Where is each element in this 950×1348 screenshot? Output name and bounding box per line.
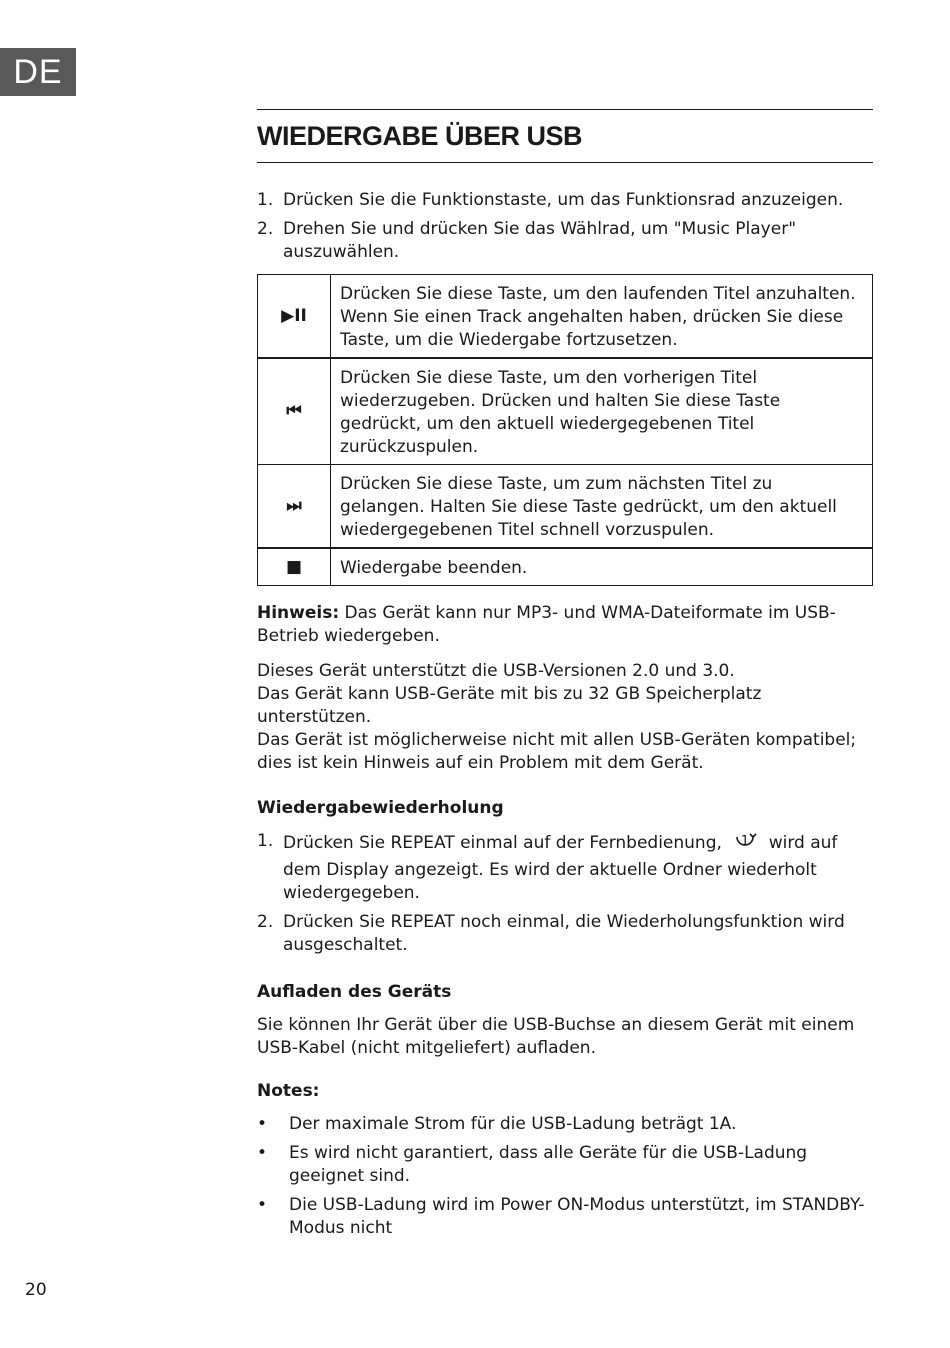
repeat-one-icon [729,830,761,859]
previous-track-icon [258,358,331,465]
previous-track-icon-glyph: ⏮ [286,401,302,421]
next-track-icon-glyph: ⏭ [286,495,302,516]
table-row [258,465,873,549]
setup-steps [257,189,873,264]
control-description: Wiedergabe beenden. [331,548,873,586]
control-description: Drücken Sie diese Taste, um den vorherigen Titel wiederzugeben. Drücken und halten Sie diese Taste gedrückt, um den aktuell wiedergegebenen Titel zurückzuspulen. [331,358,873,465]
play-pause-icon [258,275,331,359]
controls-table [257,274,873,586]
step-text: Drücken Sie REPEAT noch einmal, die Wiederholungsfunktion wird ausgeschaltet. [283,912,845,955]
support-line: Dieses Gerät unterstützt die USB-Versionen 2.0 und 3.0. [257,661,735,681]
bullet-icon: • [257,1143,268,1163]
step-item [257,189,873,212]
step-number: 2. [257,219,274,239]
step-text: wird auf dem Display angezeigt. Es wird der aktuelle Ordner wiederholt wiedergegeben. [283,833,838,903]
repeat-heading: Wiedergabewiederholung [257,798,504,818]
charging-text: Sie können Ihr Gerät über die USB-Buchse an diesem Gerät mit einem USB-Kabel (nicht mitgeliefert) aufladen. [257,1015,855,1058]
step-item [257,218,873,264]
notes-heading: Notes: [257,1081,320,1101]
step-text: Drücken Sie REPEAT einmal auf der Fernbedienung, [283,833,722,853]
title-rule-bottom [257,162,873,163]
support-line: Das Gerät ist möglicherweise nicht mit allen USB-Geräten kompatibel; dies ist kein Hinweis auf ein Problem mit dem Gerät. [257,730,857,773]
table-row [258,358,873,465]
note-label: Hinweis: [257,603,340,623]
list-item [257,1142,873,1188]
list-item-text: Der maximale Strom für die USB-Ladung beträgt 1A. [289,1114,737,1134]
list-item-text: Es wird nicht garantiert, dass alle Geräte für die USB-Ladung geeignet sind. [289,1143,808,1186]
step-item [257,830,873,905]
svg-text:1: 1 [741,834,750,849]
note-text: Das Gerät kann nur MP3- und WMA-Dateiformate im USB-Betrieb wiedergeben. [257,603,836,646]
bullet-icon: • [257,1195,268,1215]
page-number: 20 [25,1280,47,1300]
control-description: Drücken Sie diese Taste, um den laufenden Titel anzuhalten. Wenn Sie einen Track angehalten haben, drücken Sie diese Taste, um die Wiedergabe fortzusetzen. [331,275,873,359]
page-content [257,109,873,1246]
table-row [258,275,873,359]
list-item-text: Die USB-Ladung wird im Power ON-Modus unterstützt, im STANDBY-Modus nicht [289,1195,865,1238]
support-line: Das Gerät kann USB-Geräte mit bis zu 32 GB Speicherplatz unterstützen. [257,684,762,727]
usb-note [257,602,873,648]
language-tab: DE [0,48,76,96]
table-row [258,548,873,586]
step-text: Drücken Sie die Funktionstaste, um das Funktionsrad anzuzeigen. [283,190,844,210]
notes-list [257,1113,873,1240]
repeat-steps [257,830,873,957]
charging-heading: Aufladen des Geräts [257,982,452,1002]
step-text: Drehen Sie und drücken Sie das Wählrad, um "Music Player" auszuwählen. [283,219,797,262]
step-number: 1. [257,190,274,210]
play-pause-icon-glyph: ▶II [281,305,307,326]
list-item [257,1113,873,1136]
usb-support-info [257,660,873,775]
next-track-icon [258,465,331,549]
step-number: 2. [257,912,274,932]
stop-icon [258,548,331,586]
step-item [257,911,873,957]
stop-icon-glyph: ■ [285,556,303,577]
step-number: 1. [257,831,274,851]
bullet-icon: • [257,1114,268,1134]
page-title: WIEDERGABE ÜBER USB [257,121,583,151]
control-description: Drücken Sie diese Taste, um zum nächsten Titel zu gelangen. Halten Sie diese Taste gedrückt, um den aktuell wiedergegebenen Titel schnell vorzuspulen. [331,465,873,549]
list-item [257,1194,873,1240]
title-rule-top [257,109,873,110]
